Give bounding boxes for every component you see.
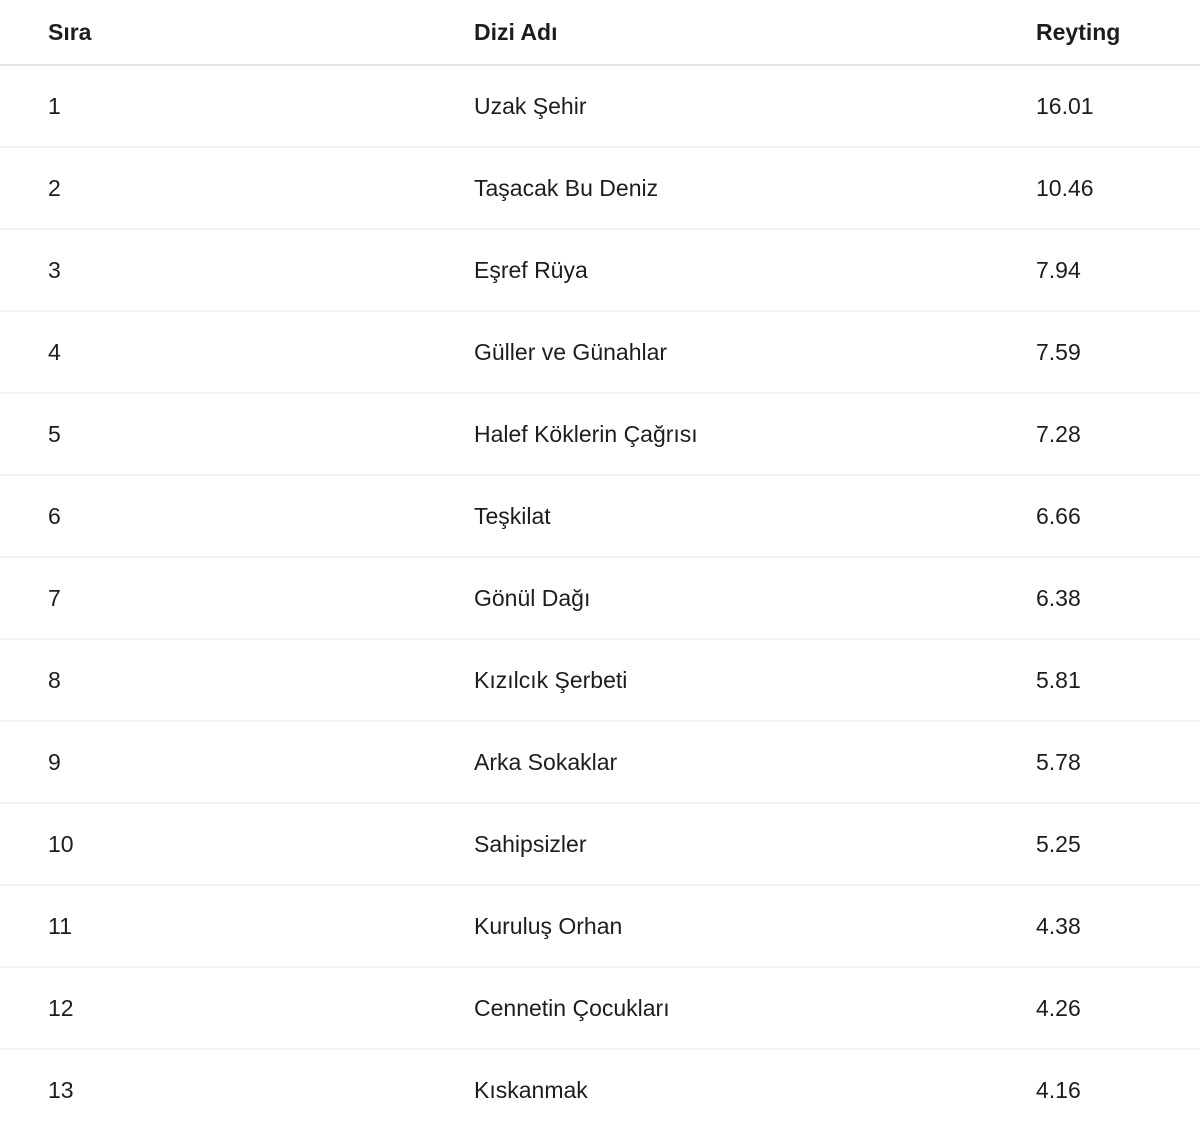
table-row: [0, 722, 1200, 804]
rank-cell: 3: [48, 256, 61, 283]
rank-cell: 6: [48, 502, 61, 529]
series-name-cell: Güller ve Günahlar: [474, 338, 668, 365]
rating-cell: 4.26: [1036, 994, 1081, 1021]
table-row: [0, 148, 1200, 230]
series-name-cell: Kızılcık Şerbeti: [474, 666, 628, 693]
rating-cell: 6.38: [1036, 584, 1081, 611]
series-name-cell: Teşkilat: [474, 502, 551, 529]
rank-cell: 5: [48, 420, 61, 447]
series-name-cell: Sahipsizler: [474, 830, 587, 857]
table-row: [0, 230, 1200, 312]
table-header-row: [0, 0, 1200, 66]
rating-cell: 4.38: [1036, 912, 1081, 939]
table-row: [0, 886, 1200, 968]
series-name-cell: Halef Köklerin Çağrısı: [474, 420, 698, 447]
header-series-name: Dizi Adı: [474, 18, 558, 45]
table-row: [0, 804, 1200, 886]
table-row: [0, 66, 1200, 148]
header-rank: Sıra: [48, 18, 92, 45]
series-name-cell: Uzak Şehir: [474, 92, 587, 119]
rank-cell: 7: [48, 584, 61, 611]
rank-cell: 9: [48, 748, 61, 775]
header-rating: Reyting: [1036, 18, 1121, 45]
series-name-cell: Eşref Rüya: [474, 256, 588, 283]
rank-cell: 8: [48, 666, 61, 693]
rating-cell: 5.78: [1036, 748, 1081, 775]
rank-cell: 11: [48, 912, 72, 939]
rating-cell: 7.28: [1036, 420, 1081, 447]
rank-cell: 12: [48, 994, 74, 1021]
table-row: [0, 394, 1200, 476]
table-row: [0, 968, 1200, 1050]
rating-cell: 16.01: [1036, 92, 1094, 119]
series-name-cell: Gönül Dağı: [474, 584, 591, 611]
rating-cell: 10.46: [1036, 174, 1094, 201]
series-name-cell: Arka Sokaklar: [474, 748, 618, 775]
table-row: [0, 476, 1200, 558]
rank-cell: 10: [48, 830, 74, 857]
rank-cell: 4: [48, 338, 61, 365]
series-name-cell: Taşacak Bu Deniz: [474, 174, 659, 201]
rating-cell: 4.16: [1036, 1076, 1081, 1103]
rating-cell: 7.59: [1036, 338, 1081, 365]
series-name-cell: Kuruluş Orhan: [474, 912, 623, 939]
rating-cell: 5.25: [1036, 830, 1081, 857]
table-row: [0, 1050, 1200, 1130]
rating-cell: 7.94: [1036, 256, 1081, 283]
table-row: [0, 312, 1200, 394]
table-row: [0, 640, 1200, 722]
rating-cell: 5.81: [1036, 666, 1081, 693]
table-row: [0, 558, 1200, 640]
rank-cell: 2: [48, 174, 61, 201]
series-name-cell: Kıskanmak: [474, 1076, 588, 1103]
series-name-cell: Cennetin Çocukları: [474, 994, 670, 1021]
rating-cell: 6.66: [1036, 502, 1081, 529]
rank-cell: 1: [48, 92, 61, 119]
rank-cell: 13: [48, 1076, 74, 1103]
